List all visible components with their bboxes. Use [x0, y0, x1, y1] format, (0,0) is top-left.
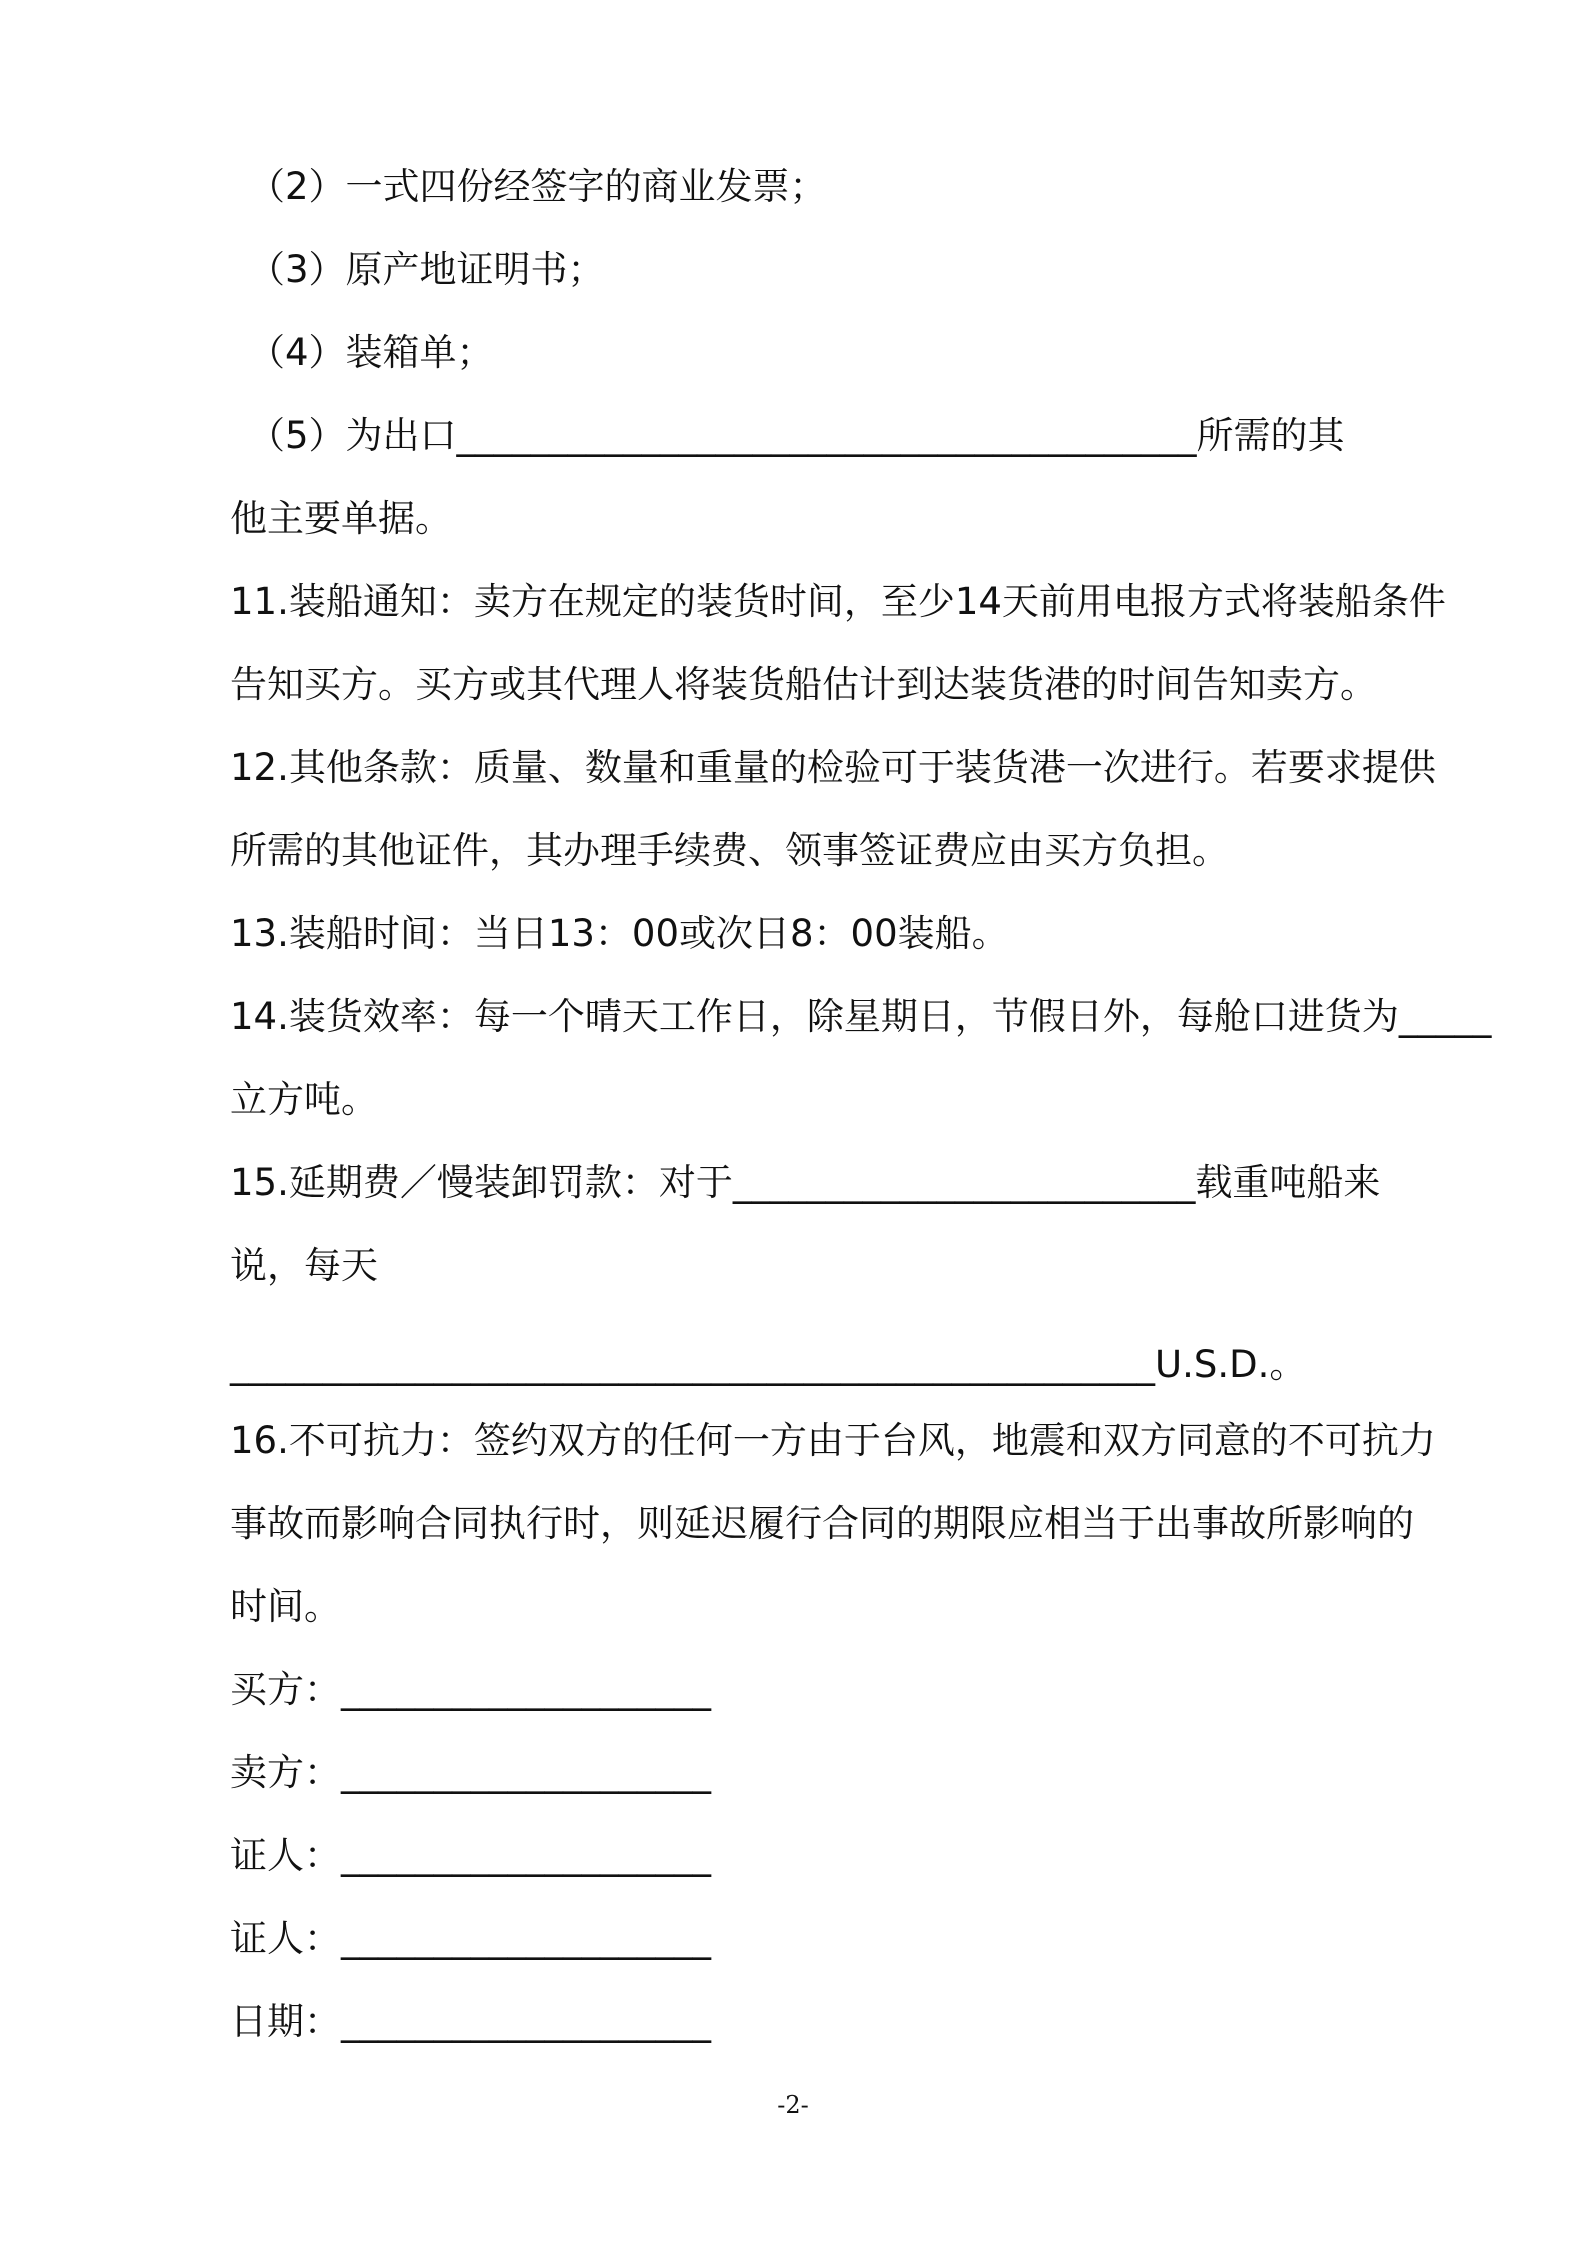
page-number: -2-	[777, 2091, 809, 2119]
doc-line-13: 15.延期费／慢装卸罚款：对于_________________________载重吨船来	[230, 1161, 1381, 1204]
doc-line-5: 他主要单据。	[230, 497, 452, 540]
doc-line-8: 12.其他条款：质量、数量和重量的检验可于装货港一次进行。若要求提供	[230, 746, 1436, 789]
doc-line-18: 时间。	[230, 1585, 341, 1628]
doc-line-9: 所需的其他证件，其办理手续费、领事签证费应由买方负担。	[230, 829, 1229, 872]
signature-witness-1: 证人：____________________	[230, 1834, 711, 1877]
doc-line-16: 16.不可抗力：签约双方的任何一方由于台风，地震和双方同意的不可抗力	[230, 1419, 1436, 1462]
doc-line-1: （2）一式四份经签字的商业发票；	[248, 165, 827, 208]
doc-line-17: 事故而影响合同执行时，则延迟履行合同的期限应相当于出事故所影响的	[230, 1502, 1414, 1545]
doc-line-15: __________________________________________________U.S.D.。	[230, 1343, 1307, 1386]
doc-line-12: 立方吨。	[230, 1078, 378, 1121]
doc-line-10: 13.装船时间：当日13：00或次日8：00装船。	[230, 912, 1009, 955]
doc-line-11: 14.装货效率：每一个晴天工作日，除星期日，节假日外，每舱口进货为_____	[230, 995, 1492, 1038]
signature-date: 日期：____________________	[230, 2000, 711, 2043]
doc-line-2: （3）原产地证明书；	[248, 248, 605, 291]
signature-seller: 卖方：____________________	[230, 1751, 711, 1794]
doc-line-14: 说，每天	[230, 1244, 378, 1287]
doc-line-3: （4）装箱单；	[248, 331, 494, 374]
doc-line-6: 11.装船通知：卖方在规定的装货时间，至少14天前用电报方式将装船条件	[230, 580, 1446, 623]
signature-buyer: 买方：____________________	[230, 1668, 711, 1711]
doc-line-4: （5）为出口________________________________________所需的其	[248, 414, 1345, 457]
doc-line-7: 告知买方。买方或其代理人将装货船估计到达装货港的时间告知卖方。	[230, 663, 1377, 706]
signature-witness-2: 证人：____________________	[230, 1917, 711, 1960]
